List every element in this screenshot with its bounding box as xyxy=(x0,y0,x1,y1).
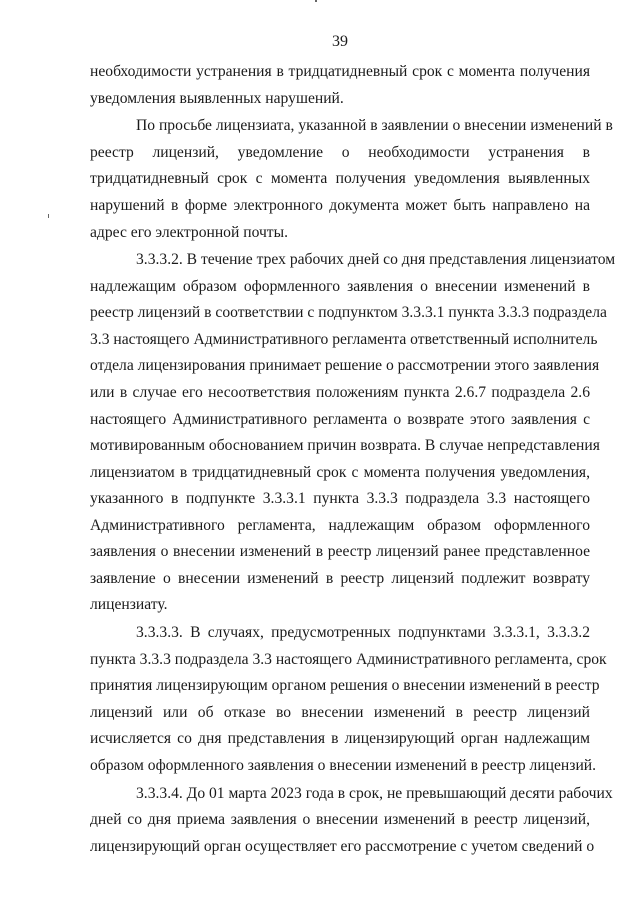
text-line: настоящего Административного регламента о возврате этого заявления с xyxy=(90,410,590,428)
text-line: надлежащим образом оформленного заявления о внесении изменений в xyxy=(90,277,590,295)
text-line: исчисляется со дня представления в лицензирующий орган надлежащим xyxy=(90,730,590,748)
text-line: реестр лицензий в соответствии с подпунктом 3.3.3.1 пункта 3.3.3 подраздела xyxy=(90,304,607,322)
text-line: пункта 3.3.3 подраздела 3.3 настоящего Административного регламента, срок xyxy=(90,650,607,668)
scan-speck xyxy=(315,0,317,2)
text-line: лицензирующий орган осуществляет его рассмотрение с учетом сведений о xyxy=(90,837,595,855)
text-line: лицензиату. xyxy=(90,596,168,614)
text-line: дней со дня приема заявления о внесении изменений в реестр лицензий, xyxy=(90,811,590,829)
text-line: 3.3 настоящего Административного регламента ответственный исполнитель xyxy=(90,330,598,348)
text-line: мотивированным обоснованием причин возврата. В случае непредставления xyxy=(90,437,600,455)
text-line: образом оформленного заявления о внесении изменений в реестр лицензий. xyxy=(90,756,597,774)
text-line: принятия лицензирующим органом решения о внесении изменений в реестр xyxy=(90,677,600,695)
text-line: заявления о внесении изменений в реестр лицензий ранее представленное xyxy=(90,543,590,561)
text-line: заявление о внесении изменений в реестр лицензий подлежит возврату xyxy=(90,569,590,587)
text-line: 3.3.3.2. В течение трех рабочих дней со дня представления лицензиатом xyxy=(136,251,616,269)
text-line: Административного регламента, надлежащим образом оформленного xyxy=(90,516,590,534)
text-line: нарушений в форме электронного документа может быть направлено на xyxy=(90,196,590,214)
text-line: отдела лицензирования принимает решение о рассмотрении этого заявления xyxy=(90,357,600,375)
text-line: 3.3.3.3. В случаях, предусмотренных подпунктами 3.3.3.1, 3.3.3.2 xyxy=(136,624,590,642)
page-number: 39 xyxy=(332,33,348,50)
text-line: лицензий или об отказе во внесении изменений в реестр лицензий xyxy=(90,703,590,721)
text-line: реестр лицензий, уведомление о необходимости устранения в xyxy=(90,143,590,161)
scan-speck xyxy=(48,214,49,218)
text-line: или в случае его несоответствия положениям пункта 2.6.7 подраздела 2.6 xyxy=(90,384,590,401)
text-line: адрес его электронной почты. xyxy=(90,223,288,241)
text-line: лицензиатом в тридцатидневный срок с момента получения уведомления, xyxy=(90,463,590,481)
text-line: тридцатидневный срок с момента получения уведомления выявленных xyxy=(90,170,590,188)
text-line: необходимости устранения в тридцатидневный срок с момента получения xyxy=(90,63,590,80)
text-line: уведомления выявленных нарушений. xyxy=(90,89,344,107)
text-line: По просьбе лицензиата, указанной в заявлении о внесении изменений в xyxy=(136,117,613,135)
text-line: указанного в подпункте 3.3.3.1 пункта 3.3.3 подраздела 3.3 настоящего xyxy=(90,490,590,508)
text-line: 3.3.3.4. До 01 марта 2023 года в срок, не превышающий десяти рабочих xyxy=(136,784,613,802)
